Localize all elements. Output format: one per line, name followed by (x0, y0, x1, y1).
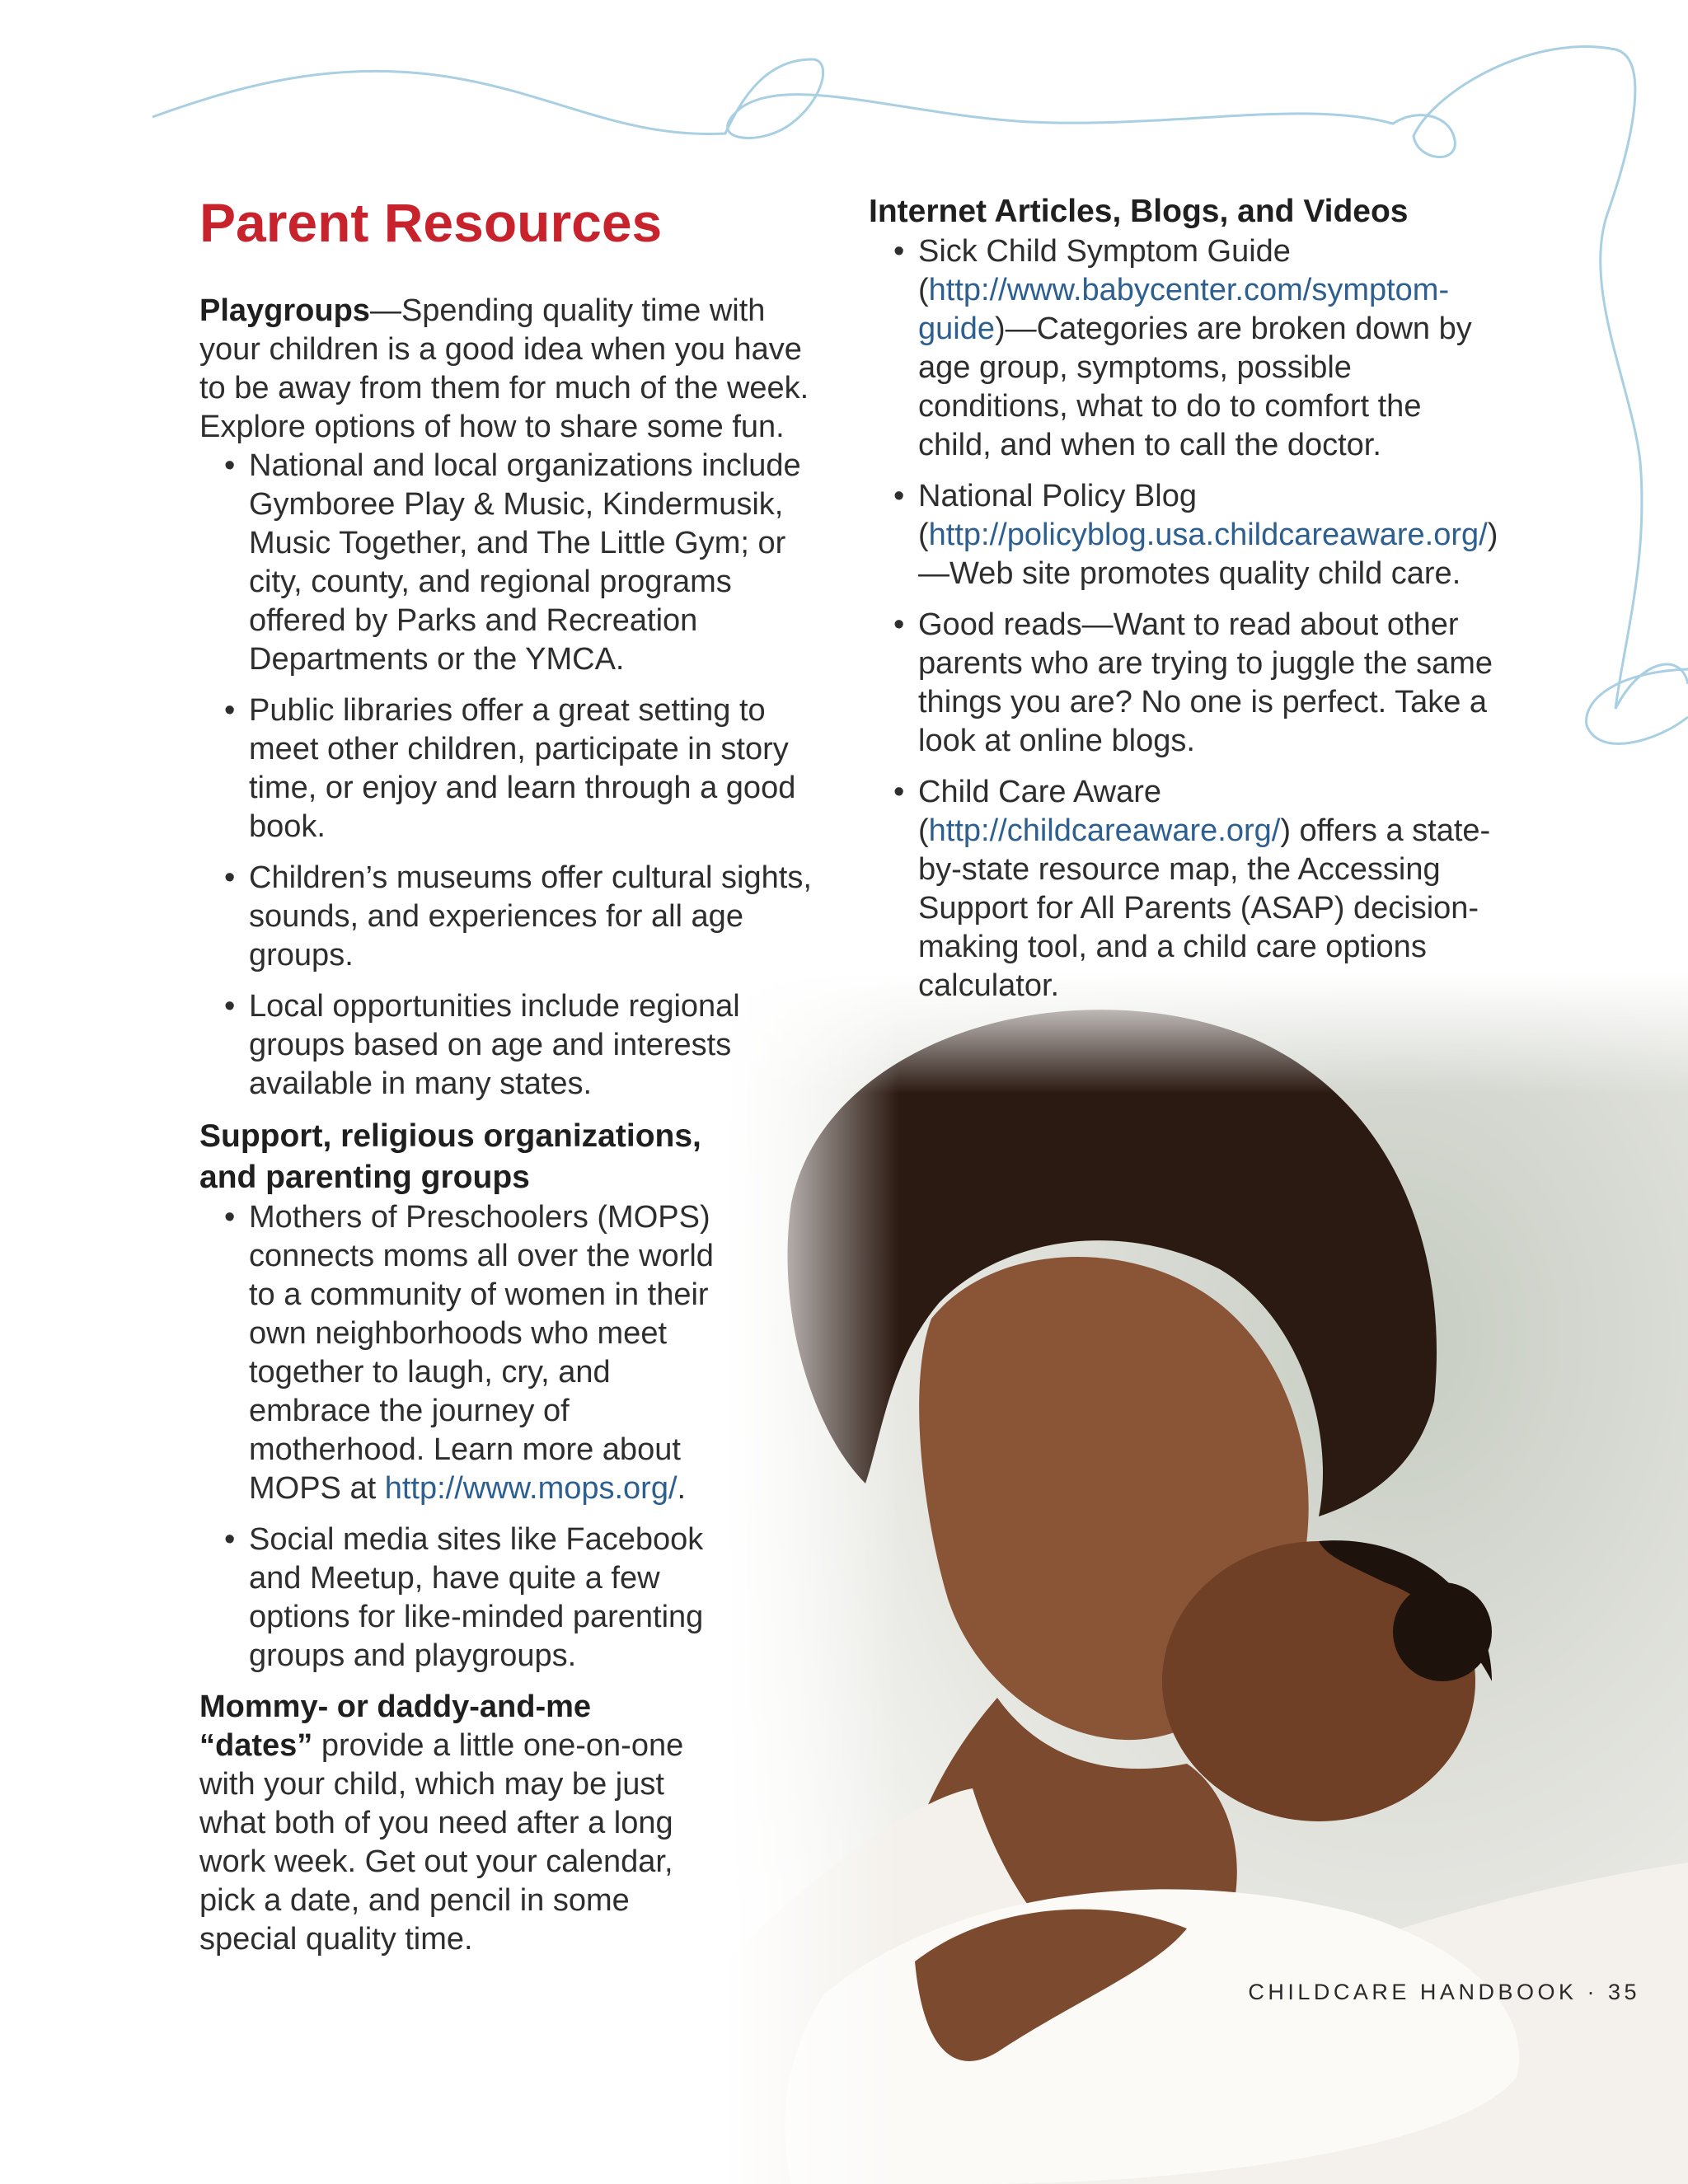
social-media-text: Social media sites like Facebook and Meetup, have quite a few options for like-minded parenting groups and playgroups. (249, 1522, 704, 1673)
mops-text: Mothers of Preschoolers (MOPS) connects moms all over the world to a community of women in their own neighborhoods who meet together to laugh, cry, and embrace the journey of motherhood. Learn more about MOPS at (249, 1200, 714, 1506)
internet-heading: Internet Articles, Blogs, and Videos (869, 194, 1409, 229)
list-item (199, 1198, 727, 1508)
symptom-guide-before: Sick Child Symptom Guide ( (918, 234, 1291, 307)
dates-heading: Mommy- or daddy-and-me “dates” (199, 1690, 592, 1763)
child-care-aware-after: ) offers a state-by-state resource map, the Accessing Support for All Parents (ASAP) decision-making tool, and a child care options calculator. (918, 813, 1491, 1003)
policy-blog-after: )—Web site promotes quality child care. (918, 518, 1498, 591)
playgroups-heading: Playgroups (199, 293, 370, 328)
playgroups-intro (199, 292, 834, 447)
list-item (869, 232, 1495, 465)
playgroups-list (199, 447, 834, 1104)
child-care-aware-link[interactable]: http://childcareaware.org/ (928, 813, 1281, 848)
list-item (869, 773, 1495, 1005)
symptom-guide-after: )—Categories are broken down by age group, symptoms, possible conditions, what to do to comfort the child, and when to call the doctor. (918, 312, 1472, 462)
page-title: Parent Resources (199, 192, 663, 253)
left-column (199, 190, 834, 1959)
policy-blog-before: National Policy Blog ( (918, 479, 1197, 552)
support-heading: Support, religious organizations, and parenting groups (199, 1118, 701, 1195)
support-list (199, 1198, 727, 1675)
list-item: • Children’s museums offer cultural sights, sounds, and experiences for all age groups. (199, 859, 834, 975)
dates-paragraph (199, 1688, 710, 1959)
mops-after: . (677, 1471, 687, 1506)
playgroups-intro-text: —Spending quality time with your children is a good idea when you have to be away from them for much of the week. Explore options of how to share some fun. (199, 293, 809, 444)
right-column (869, 191, 1498, 1018)
mops-link[interactable]: http://www.mops.org/ (384, 1471, 678, 1506)
child-care-aware-before: Child Care Aware ( (918, 775, 1162, 848)
symptom-guide-link[interactable]: http://www.babycenter.com/symptom-guide (918, 273, 1450, 346)
list-item: • Public libraries offer a great setting to meet other children, participate in story time, or enjoy and learn through a good book. (199, 691, 834, 846)
list-item (869, 606, 1495, 761)
dates-text: provide a little one-on-one with your child, which may be just what both of you need after a long work week. Get out your calendar, pick a date, and pencil in some special quality time. (199, 1728, 684, 1957)
good-reads-text: Good reads—Want to read about other parents who are trying to juggle the same things you are? No one is perfect. Take a look at online blogs. (918, 607, 1493, 758)
list-item (199, 1521, 727, 1675)
policy-blog-link[interactable]: http://policyblog.usa.childcareaware.org/ (928, 518, 1488, 552)
internet-list (869, 232, 1498, 1005)
list-item: • Local opportunities include regional groups based on age and interests available in many states. (199, 987, 834, 1104)
page-footer: CHILDCARE HANDBOOK · 35 (1248, 1980, 1640, 2004)
list-item (869, 477, 1498, 593)
list-item: • National and local organizations include Gymboree Play & Music, Kindermusik, Music Together, and The Little Gym; or city, county, and regional programs offered by Parks and Recreation Departments or the YMCA. (199, 447, 834, 679)
